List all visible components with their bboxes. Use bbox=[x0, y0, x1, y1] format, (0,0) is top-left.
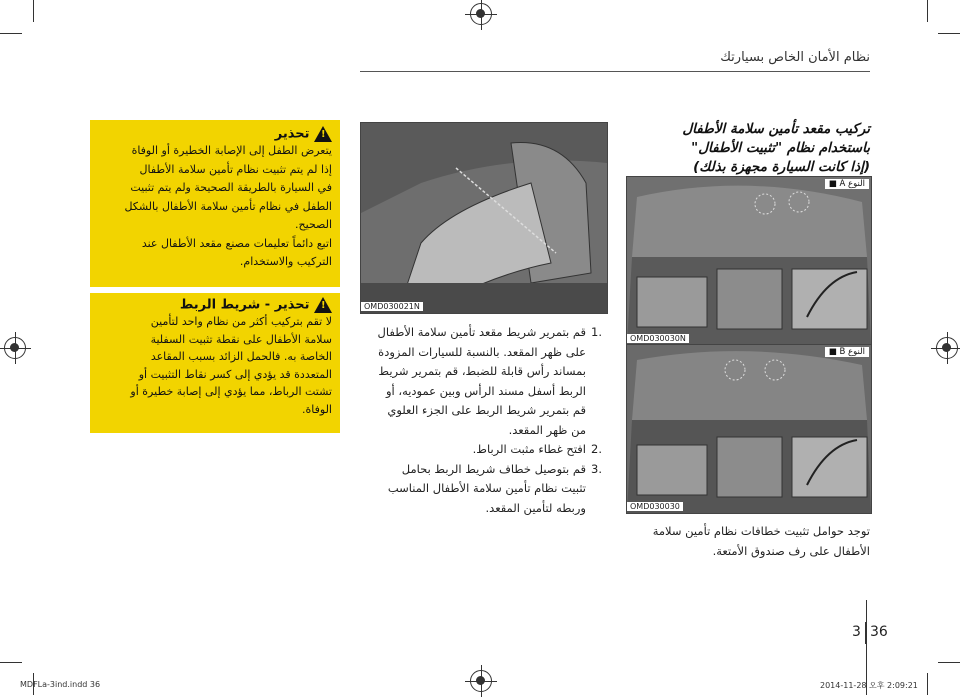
section-title: نظام الأمان الخاص بسيارتك bbox=[720, 50, 870, 65]
footer-timestamp: 2014-11-28 오후 2:09:21 bbox=[820, 681, 918, 690]
procedure-steps bbox=[352, 323, 602, 518]
step-2: .2افتح غطاء مثبت الرباط. bbox=[472, 442, 602, 456]
crop-mark bbox=[0, 662, 22, 663]
crop-mark bbox=[938, 33, 960, 34]
crop-mark bbox=[938, 662, 960, 663]
header-rule bbox=[360, 71, 870, 72]
crop-mark bbox=[927, 673, 928, 695]
page-number-block bbox=[852, 622, 892, 644]
registration-mark-icon bbox=[4, 337, 26, 359]
strap-warning-box bbox=[90, 293, 340, 433]
warning-title: ! تحذير bbox=[98, 126, 332, 142]
rear-shelf-illustration bbox=[627, 345, 871, 513]
anchor-caption: توجد حوامل تثبيت خطافات نظام تأمين سلامة الأطفال على رف صندوق الأمتعة. bbox=[652, 524, 870, 558]
footer-filename: MDFLa-3ind.indd 36 bbox=[20, 680, 101, 689]
registration-mark-icon bbox=[936, 337, 958, 359]
figure-code: OMD030030 bbox=[627, 502, 683, 511]
crop-mark bbox=[33, 0, 34, 22]
type-b-label: النوع B ■ bbox=[825, 347, 869, 357]
crop-mark bbox=[927, 0, 928, 22]
step-1: .1قم بتمرير شريط مقعد تأمين سلامة الأطفال على ظهر المقعد. بالنسبة للسيارات المزودة بمساند رأس قابلة للضبط، قم بتمرير شريط الربط أسفل مسند الرأس وبين عموديه، أو قم بتمرير شريط الربط على الجزء العلوي من ظهر المقعد. bbox=[377, 325, 602, 437]
child-seat-image bbox=[360, 122, 608, 314]
warning-triangle-icon: ! bbox=[314, 297, 332, 313]
page-number: 36 bbox=[870, 624, 888, 640]
chapter-number: 3 bbox=[852, 624, 861, 640]
warning-box bbox=[90, 120, 340, 287]
procedure-heading: تركيب مقعد تأمين سلامة الأطفال باستخدام نظام "تثبيت الأطفال" (إذا كانت السيارة مجهزة بذلك) bbox=[682, 121, 870, 175]
figure-code: OMD030021N bbox=[361, 302, 423, 311]
step-3: .3قم بتوصيل خطاف شريط الربط بحامل تثبيت نظام تأمين سلامة الأطفال المناسب وربطه لتأمين المقعد. bbox=[387, 461, 602, 515]
figure-code: OMD030030N bbox=[627, 334, 689, 343]
warning-text: لا تقم بتركيب أكثر من نظام واحد لتأمين سلامة الأطفال على نقطة تثبيت السفلية الخاصة به. فالحمل الزائد بسبب المقاعد المتعددة قد يؤدي إلى كسر نقاط التثبيت أو تشتت الرباط، مما يؤدي إلى إصابة خطيرة أو الوفاة. bbox=[130, 315, 332, 416]
child-seat-illustration bbox=[361, 123, 607, 313]
warning-triangle-icon: ! bbox=[314, 126, 332, 142]
warning-text: يتعرض الطفل إلى الإصابة الخطيرة أو الوفاة إذا لم يتم تثبيت نظام تأمين سلامة الأطفال في السيارة بالطريقة الصحيحة ولم يتم تثبيت الطفل في نظام تأمين سلامة الأطفال بالشكل الصحيح. اتبع دائماً تعليمات مصنع مقعد الأطفال عند التركيب والاستخدام. bbox=[124, 144, 332, 268]
anchor-type-a-image bbox=[626, 176, 872, 346]
anchor-type-b-image bbox=[626, 344, 872, 514]
registration-mark-icon bbox=[470, 670, 492, 692]
registration-mark-icon bbox=[470, 3, 492, 25]
warning-title: ! تحذير - شريط الربط bbox=[98, 297, 332, 313]
crop-mark bbox=[0, 33, 22, 34]
type-a-label: النوع A ■ bbox=[825, 179, 869, 189]
rear-shelf-illustration bbox=[627, 177, 871, 345]
